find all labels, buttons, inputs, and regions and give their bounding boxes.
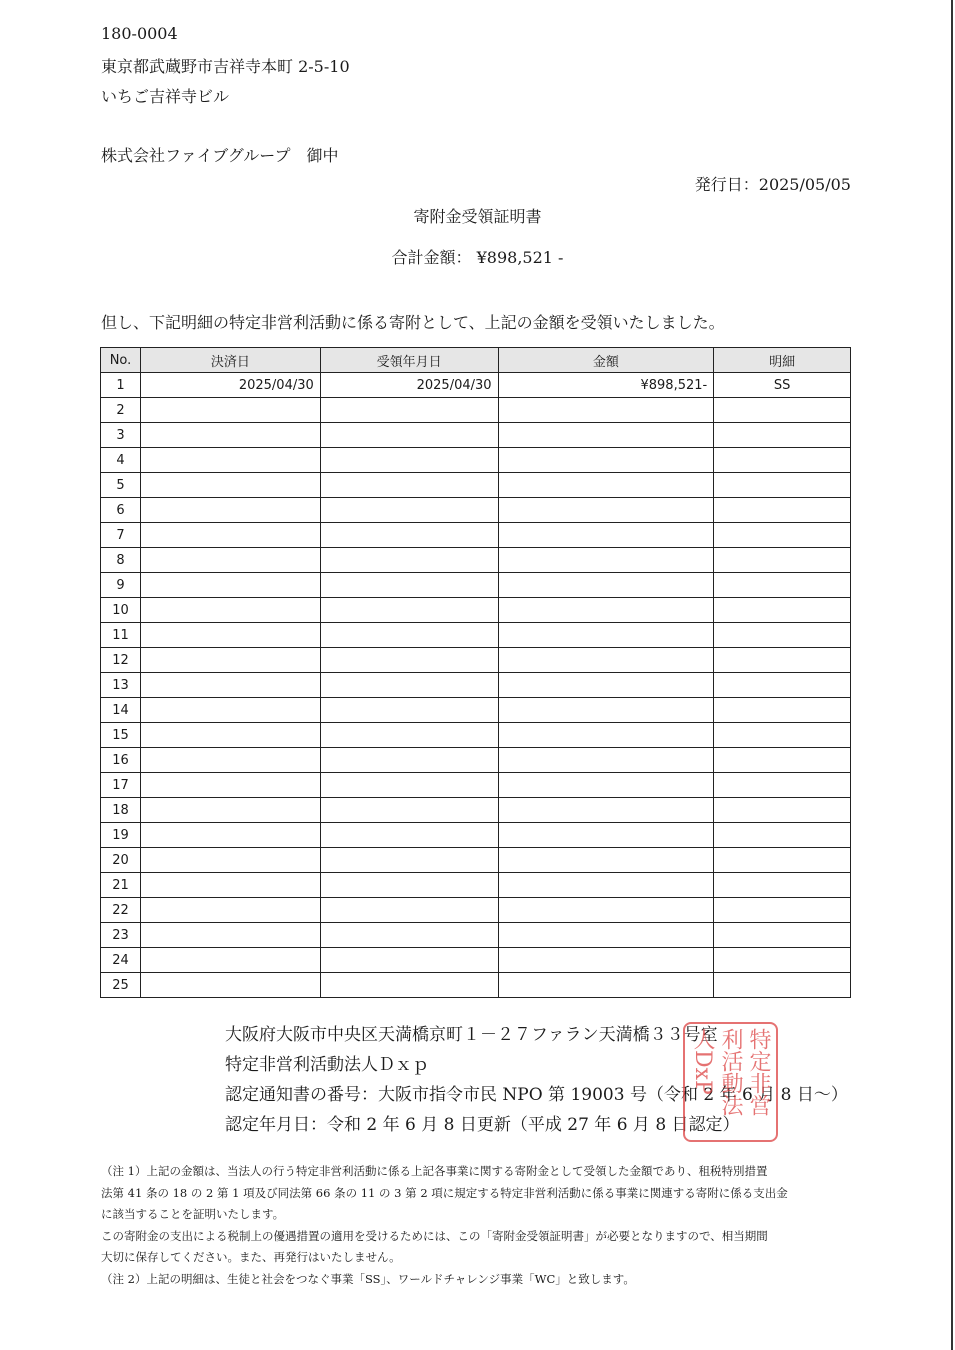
table-row — [101, 973, 851, 998]
cert-date: 認定年月日：令和 2 年 6 月 8 日更新（平成 27 年 6 月 8 日認定） — [225, 1115, 740, 1135]
table-row — [101, 948, 851, 973]
amount-cell — [498, 548, 714, 573]
amount-cell — [498, 898, 714, 923]
row-no-cell: 25 — [101, 973, 141, 998]
donation-table — [100, 347, 851, 998]
note-line: この寄附金の支出による税制上の優遇措置の適用を受けるためには、この「寄附金受領証明書」が必要となりますので、相当期間 — [101, 1228, 768, 1243]
table-row — [101, 523, 851, 548]
amount-cell — [498, 573, 714, 598]
row-no-cell: 9 — [101, 573, 141, 598]
amount-cell — [498, 748, 714, 773]
detail-cell: SS — [714, 373, 851, 398]
row-no-cell: 23 — [101, 923, 141, 948]
detail-cell — [714, 673, 851, 698]
detail-cell — [714, 748, 851, 773]
payment-date-cell — [140, 923, 320, 948]
payment-date-cell — [140, 548, 320, 573]
detail-cell — [714, 823, 851, 848]
recipient-name: 株式会社ファイブグループ 御中 — [101, 146, 339, 165]
row-no-cell: 3 — [101, 423, 141, 448]
row-no-cell: 24 — [101, 948, 141, 973]
payment-date-cell — [140, 698, 320, 723]
detail-cell — [714, 498, 851, 523]
table-row — [101, 698, 851, 723]
receipt-date-cell — [320, 698, 498, 723]
amount-cell — [498, 923, 714, 948]
header-amount: 金額 — [498, 348, 714, 373]
receipt-date-cell — [320, 423, 498, 448]
row-no-cell: 8 — [101, 548, 141, 573]
scan-edge — [951, 0, 953, 1350]
detail-cell — [714, 973, 851, 998]
payment-date-cell — [140, 523, 320, 548]
detail-cell — [714, 948, 851, 973]
detail-cell — [714, 873, 851, 898]
receipt-date-cell — [320, 598, 498, 623]
payment-date-cell: 2025/04/30 — [140, 373, 320, 398]
payment-date-cell — [140, 773, 320, 798]
table-row — [101, 648, 851, 673]
cert-number: 認定通知書の番号：大阪市指令市民 NPO 第 19003 号（令和 2 年 6 月 8 日～） — [225, 1085, 848, 1105]
payment-date-cell — [140, 798, 320, 823]
row-no-cell: 6 — [101, 498, 141, 523]
amount-cell — [498, 473, 714, 498]
issue-date: 発行日：2025/05/05 — [694, 175, 851, 194]
payment-date-cell — [140, 473, 320, 498]
receipt-date-cell — [320, 673, 498, 698]
payment-date-cell — [140, 873, 320, 898]
receipt-date-cell — [320, 773, 498, 798]
table-row — [101, 923, 851, 948]
amount-cell — [498, 848, 714, 873]
table-row — [101, 448, 851, 473]
row-no-cell: 1 — [101, 373, 141, 398]
payment-date-cell — [140, 673, 320, 698]
note-line: 大切に保存してください。また、再発行はいたしません。 — [101, 1250, 401, 1264]
payment-date-cell — [140, 748, 320, 773]
amount-cell — [498, 523, 714, 548]
payment-date-cell — [140, 823, 320, 848]
document-title: 寄附金受領証明書 — [413, 207, 542, 226]
amount-cell — [498, 498, 714, 523]
table-row — [101, 623, 851, 648]
receipt-date-cell — [320, 923, 498, 948]
detail-cell — [714, 648, 851, 673]
receipt-date-cell — [320, 523, 498, 548]
header-receipt-date: 受領年月日 — [320, 348, 498, 373]
row-no-cell: 14 — [101, 698, 141, 723]
table-row — [101, 848, 851, 873]
detail-cell — [714, 473, 851, 498]
detail-cell — [714, 548, 851, 573]
table-row — [101, 373, 851, 398]
receipt-date-cell — [320, 798, 498, 823]
company-seal: 特定非営利活動法人DxP — [683, 1022, 778, 1142]
payment-date-cell — [140, 898, 320, 923]
payment-date-cell — [140, 398, 320, 423]
amount-cell — [498, 423, 714, 448]
table-row — [101, 798, 851, 823]
table-row — [101, 598, 851, 623]
receipt-date-cell: 2025/04/30 — [320, 373, 498, 398]
note-line: 法第 41 条の 18 の 2 第 1 項及び同法第 66 条の 11 の 3 第 2 項に規定する特定非営利活動に係る事業に関連する寄附に係る支出金 — [101, 1185, 788, 1200]
detail-cell — [714, 398, 851, 423]
receipt-date-cell — [320, 948, 498, 973]
detail-cell — [714, 448, 851, 473]
row-no-cell: 5 — [101, 473, 141, 498]
detail-cell — [714, 898, 851, 923]
receipt-date-cell — [320, 973, 498, 998]
table-row — [101, 398, 851, 423]
statement: 但し、下記明細の特定非営利活動に係る寄附として、上記の金額を受領いたしました。 — [101, 313, 725, 332]
amount-cell — [498, 673, 714, 698]
detail-cell — [714, 573, 851, 598]
note-line: （注 1）上記の金額は、当法人の行う特定非営利活動に係る上記各事業に関する寄附金として受領した金額であり、租税特別措置 — [101, 1164, 768, 1178]
payment-date-cell — [140, 423, 320, 448]
detail-cell — [714, 723, 851, 748]
receipt-date-cell — [320, 873, 498, 898]
detail-cell — [714, 698, 851, 723]
receipt-date-cell — [320, 748, 498, 773]
payment-date-cell — [140, 573, 320, 598]
table-row — [101, 498, 851, 523]
table-row — [101, 723, 851, 748]
table-row — [101, 873, 851, 898]
row-no-cell: 20 — [101, 848, 141, 873]
table-row — [101, 748, 851, 773]
table-row — [101, 548, 851, 573]
table-row — [101, 673, 851, 698]
row-no-cell: 15 — [101, 723, 141, 748]
amount-cell — [498, 398, 714, 423]
note-line: に該当することを証明いたします。 — [101, 1207, 285, 1221]
payment-date-cell — [140, 948, 320, 973]
receipt-date-cell — [320, 498, 498, 523]
amount-cell — [498, 873, 714, 898]
total-amount: 合計金額： ¥898,521 - — [391, 248, 564, 267]
table-row — [101, 773, 851, 798]
row-no-cell: 19 — [101, 823, 141, 848]
payment-date-cell — [140, 623, 320, 648]
receipt-date-cell — [320, 473, 498, 498]
payment-date-cell — [140, 723, 320, 748]
payment-date-cell — [140, 973, 320, 998]
amount-cell: ¥898,521- — [498, 373, 714, 398]
header-payment-date: 決済日 — [140, 348, 320, 373]
receipt-date-cell — [320, 823, 498, 848]
row-no-cell: 2 — [101, 398, 141, 423]
receipt-date-cell — [320, 848, 498, 873]
table-row — [101, 423, 851, 448]
receipt-date-cell — [320, 723, 498, 748]
header-detail: 明細 — [714, 348, 851, 373]
detail-cell — [714, 523, 851, 548]
detail-cell — [714, 423, 851, 448]
receipt-date-cell — [320, 398, 498, 423]
amount-cell — [498, 623, 714, 648]
payment-date-cell — [140, 498, 320, 523]
amount-cell — [498, 948, 714, 973]
amount-cell — [498, 698, 714, 723]
detail-cell — [714, 773, 851, 798]
amount-cell — [498, 723, 714, 748]
postal-code: 180-0004 — [101, 24, 178, 43]
recipient-address: 東京都武蔵野市吉祥寺本町 2-5-10 — [101, 57, 350, 76]
receipt-date-cell — [320, 648, 498, 673]
row-no-cell: 12 — [101, 648, 141, 673]
amount-cell — [498, 823, 714, 848]
row-no-cell: 4 — [101, 448, 141, 473]
payment-date-cell — [140, 448, 320, 473]
note-line: （注 2）上記の明細は、生徒と社会をつなぐ事業「SS」、ワールドチャレンジ事業「WC」と致します。 — [101, 1271, 635, 1286]
row-no-cell: 16 — [101, 748, 141, 773]
table-row — [101, 898, 851, 923]
row-no-cell: 17 — [101, 773, 141, 798]
issuer-name: 特定非営利活動法人Ｄｘｐ — [225, 1055, 429, 1075]
receipt-date-cell — [320, 448, 498, 473]
row-no-cell: 10 — [101, 598, 141, 623]
detail-cell — [714, 848, 851, 873]
table-row — [101, 573, 851, 598]
issuer-address: 大阪府大阪市中央区天満橋京町１－２７ファラン天満橋３３号室 — [225, 1025, 718, 1045]
row-no-cell: 21 — [101, 873, 141, 898]
row-no-cell: 7 — [101, 523, 141, 548]
detail-cell — [714, 798, 851, 823]
receipt-date-cell — [320, 548, 498, 573]
receipt-date-cell — [320, 573, 498, 598]
recipient-building: いちご吉祥寺ビル — [101, 87, 230, 106]
table-row — [101, 823, 851, 848]
detail-cell — [714, 623, 851, 648]
header-no: No. — [101, 348, 141, 373]
detail-cell — [714, 598, 851, 623]
row-no-cell: 18 — [101, 798, 141, 823]
amount-cell — [498, 648, 714, 673]
payment-date-cell — [140, 848, 320, 873]
amount-cell — [498, 448, 714, 473]
receipt-date-cell — [320, 623, 498, 648]
table-header — [101, 348, 851, 373]
receipt-date-cell — [320, 898, 498, 923]
row-no-cell: 11 — [101, 623, 141, 648]
notes — [101, 1161, 788, 1290]
amount-cell — [498, 973, 714, 998]
row-no-cell: 13 — [101, 673, 141, 698]
payment-date-cell — [140, 648, 320, 673]
row-no-cell: 22 — [101, 898, 141, 923]
table-row — [101, 473, 851, 498]
detail-cell — [714, 923, 851, 948]
amount-cell — [498, 773, 714, 798]
payment-date-cell — [140, 598, 320, 623]
amount-cell — [498, 598, 714, 623]
amount-cell — [498, 798, 714, 823]
